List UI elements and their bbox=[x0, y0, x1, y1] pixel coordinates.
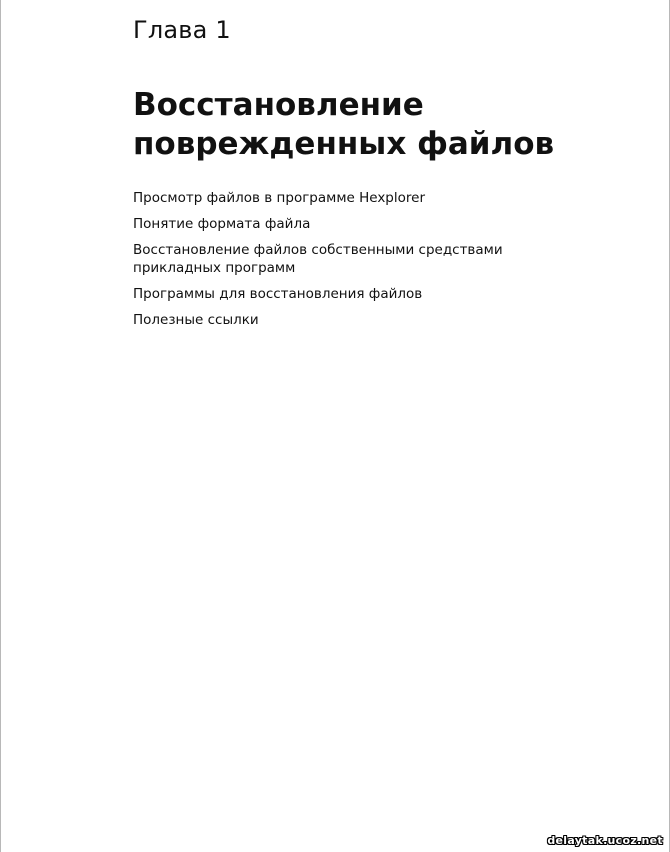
chapter-label: Глава 1 bbox=[133, 16, 231, 44]
contents-item-hexplorer: Просмотр файлов в программе Hexplorer bbox=[133, 190, 425, 206]
contents-item-app-recovery: Восстановление файлов собственными средствами прикладных программ bbox=[133, 242, 503, 276]
chapter-contents-list bbox=[133, 189, 553, 337]
site-watermark: delaytak.ucoz.net bbox=[547, 834, 663, 847]
contents-item-recovery-programs: Программы для восстановления файлов bbox=[133, 286, 423, 302]
contents-item-file-format: Понятие формата файла bbox=[133, 216, 311, 232]
chapter-title-line-2: поврежденных файлов bbox=[133, 126, 555, 162]
chapter-title-line-1: Восстановление bbox=[133, 87, 424, 123]
chapter-title bbox=[133, 86, 613, 164]
contents-item-useful-links: Полезные ссылки bbox=[133, 312, 259, 328]
